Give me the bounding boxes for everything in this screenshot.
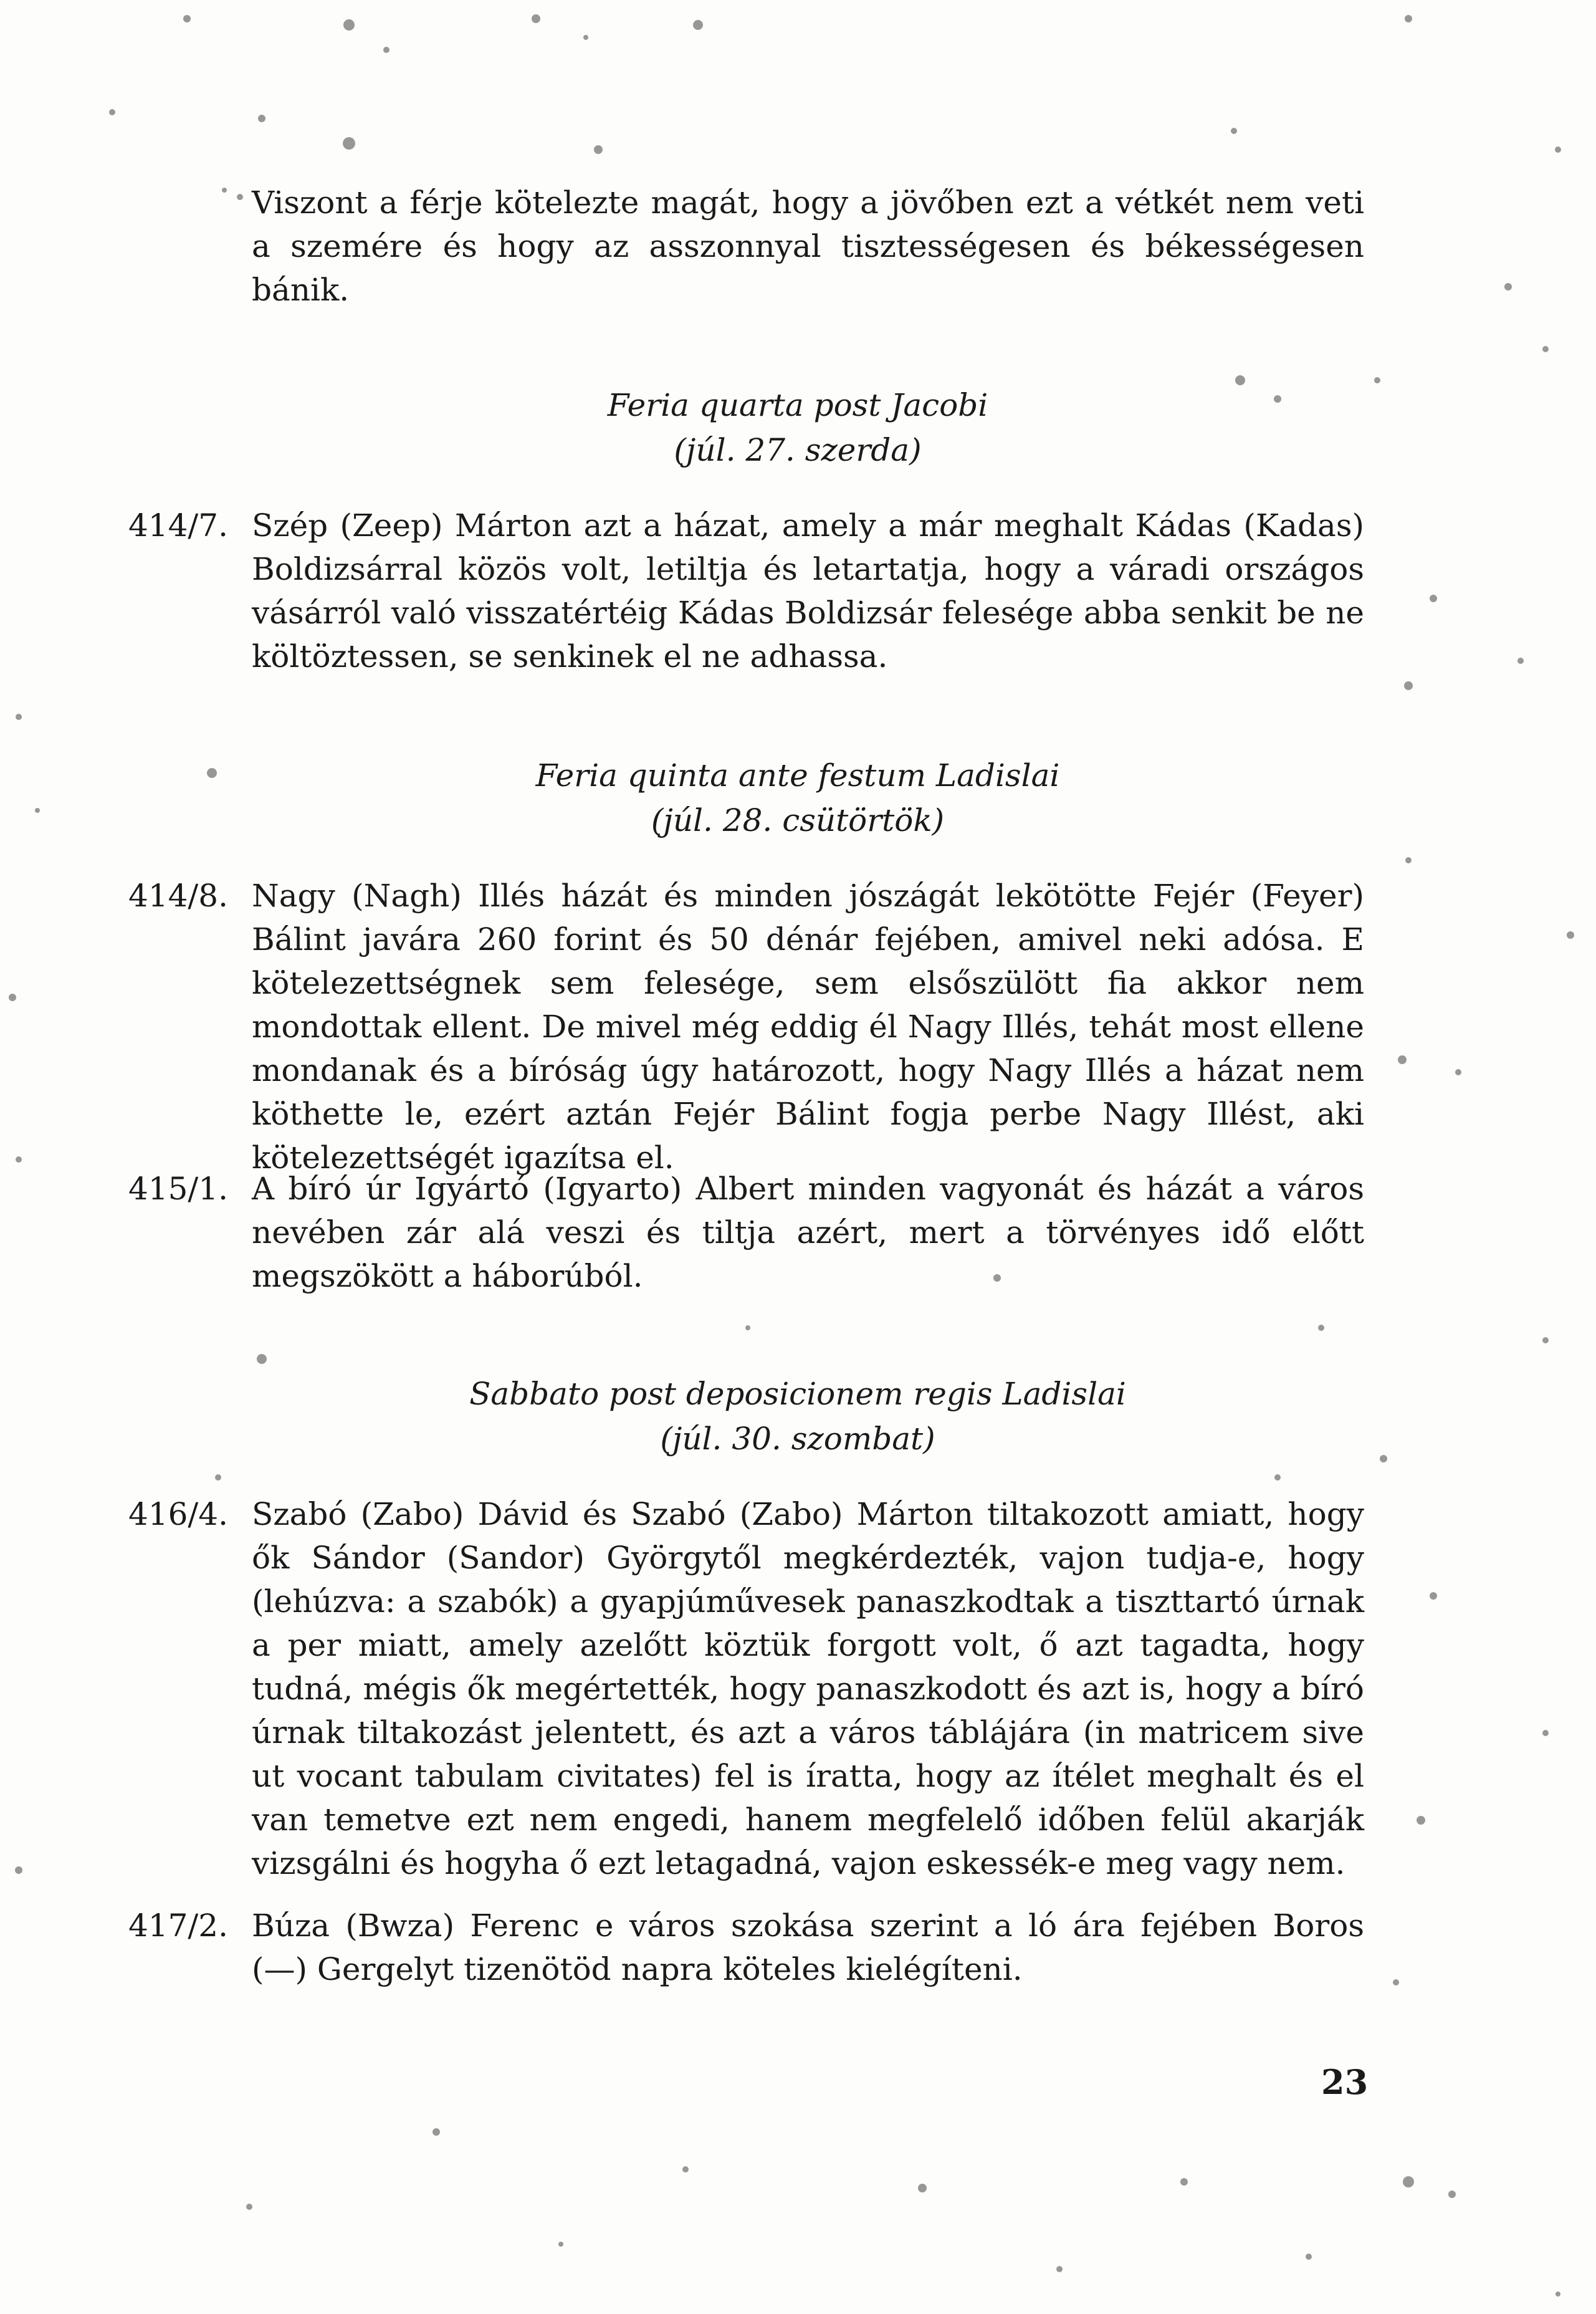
section-heading-title: Feria quarta post Jacobi bbox=[607, 387, 988, 423]
entry-417-2 bbox=[128, 1904, 1364, 1991]
section-heading-date: (júl. 27. szerda) bbox=[674, 432, 922, 468]
entry-415-1 bbox=[128, 1167, 1364, 1298]
entry-text: Szabó (Zabo) Dávid és Szabó (Zabo) Márton tiltakozott amiatt, hogy ők Sándor (Sandor) Györgytől megkérdezték, vajon tudja-e, hogy (lehúzva: a szabók) a gyapjúművesek panaszkodtak a tiszttartó úrnak a per miatt, amely azelőtt köztük forgott volt, ő azt tagadta, hogy tudná, mégis ők megértették, hogy panaszkodott és azt is, hogy a bíró úrnak tiltakozást jelentett, és azt a város táblájára (in matricem sive ut vocant tabulam civitates) fel is íratta, hogy az ítélet meghalt és el van temetve ezt nem engedi, hanem megfelelő időben felül akarják vizsgálni és hogyha ő ezt letagadná, vajon eskessék-e meg vagy nem. bbox=[252, 1496, 1364, 1881]
section-heading-3 bbox=[374, 1371, 1221, 1461]
entry-text: Nagy (Nagh) Illés házát és minden jószágát lekötötte Fejér (Feyer) Bálint javára 260 forint és 50 dénár fejében, amivel neki adósa. E kötelezettségnek sem felesége, sem elsőszülött fia akkor nem mondottak ellent. De mivel még eddig él Nagy Illés, tehát most ellene mondanak és a bíróság úgy határozott, hogy Nagy Illés a házat nem köthette le, ezért aztán Fejér Bálint fogja perbe Nagy Illést, aki kötelezettségét igazítsa el. bbox=[252, 878, 1364, 1176]
entry-text: A bíró úr Igyártó (Igyarto) Albert minden vagyonát és házát a város nevében zár alá veszi és tiltja azért, mert a törvényes idő előtt megszökött a háborúból. bbox=[252, 1171, 1364, 1294]
section-heading-1 bbox=[486, 383, 1109, 473]
entry-text: Búza (Bwza) Ferenc e város szokása szerint a ló ára fejében Boros (—) Gergelyt tizenötöd napra köteles kielégíteni. bbox=[252, 1908, 1364, 1987]
entry-number: 417/2. bbox=[128, 1908, 228, 1944]
page-number: 23 bbox=[1321, 2062, 1369, 2102]
entry-number: 415/1. bbox=[128, 1171, 228, 1207]
section-heading-title: Feria quinta ante festum Ladislai bbox=[535, 757, 1060, 794]
section-heading-2 bbox=[436, 753, 1159, 843]
section-heading-date: (júl. 28. csütörtök) bbox=[651, 802, 945, 838]
entry-number: 414/8. bbox=[128, 878, 228, 914]
section-heading-title: Sabbato post deposicionem regis Ladislai bbox=[469, 1376, 1126, 1412]
intro-paragraph: Viszont a férje kötelezte magát, hogy a jövőben ezt a vétkét nem veti a szemére és hogy az asszonnyal tisztességesen és békességesen bánik. bbox=[252, 185, 1364, 308]
entry-text: Szép (Zeep) Márton azt a házat, amely a már meghalt Kádas (Kadas) Boldizsárral közös volt, letiltja és letartatja, hogy a váradi országos vásárról való visszatértéig Kádas Boldizsár felesége abba senkit be ne költöztessen, se senkinek el ne adhassa. bbox=[252, 507, 1364, 675]
entry-number: 416/4. bbox=[128, 1496, 228, 1532]
section-heading-date: (júl. 30. szombat) bbox=[660, 1421, 935, 1457]
entry-414-8 bbox=[128, 874, 1364, 1179]
entry-416-4 bbox=[128, 1492, 1364, 1885]
entry-number: 414/7. bbox=[128, 507, 228, 544]
entry-414-7 bbox=[128, 504, 1364, 678]
intro-block bbox=[252, 181, 1364, 312]
